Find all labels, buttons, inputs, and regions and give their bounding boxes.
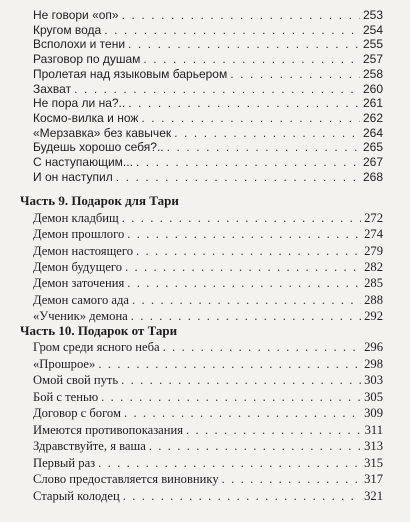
- entry-title: Демон будущего: [33, 259, 123, 274]
- entry-page: 274: [364, 227, 383, 242]
- leader-dots: [101, 389, 361, 406]
- entry-page: 315: [364, 455, 383, 470]
- entry-page: 303: [364, 373, 383, 387]
- entry-title: Демон кладбищ: [33, 211, 119, 225]
- entry-title: Разговор по душам: [33, 52, 141, 67]
- toc-entry: [33, 169, 383, 186]
- toc-entry: [33, 405, 383, 422]
- entry-title: Демон прошлого: [33, 227, 125, 242]
- entry-page: 313: [364, 439, 383, 453]
- entry-page: 268: [362, 169, 383, 184]
- entry-page: 317: [364, 472, 383, 486]
- entry-title: Слово предоставляется виновнику: [33, 472, 219, 486]
- leader-dots: [127, 226, 361, 243]
- entry-page: 261: [362, 96, 383, 111]
- leader-dots: [123, 488, 361, 505]
- leader-dots: [125, 259, 361, 276]
- leader-dots: [186, 422, 362, 439]
- entry-title: Не говори «оп»: [33, 8, 119, 22]
- leader-dots: [149, 438, 361, 455]
- entry-page: 262: [362, 110, 383, 125]
- entry-title: И он наступил: [33, 169, 113, 184]
- entry-title: Всполохи и тени: [33, 37, 126, 52]
- entry-title: Демон самого ада: [33, 292, 129, 307]
- leader-dots: [136, 243, 361, 260]
- entry-title: Бой с тенью: [33, 389, 99, 404]
- entry-title: Пролетая над языковым барьером: [33, 66, 228, 81]
- entry-title: Космо-вилка и нож: [33, 110, 139, 125]
- entry-title: Первый раз: [33, 455, 96, 470]
- entry-page: 285: [364, 276, 383, 291]
- entry-page: 296: [364, 340, 383, 354]
- entry-page: 272: [364, 211, 383, 225]
- entry-title: Договор с богом: [33, 406, 121, 420]
- leader-dots: [98, 356, 361, 373]
- entry-title: Захват: [33, 81, 72, 96]
- toc-entry: [33, 292, 383, 309]
- entry-page: 279: [364, 243, 383, 258]
- entry-page: 258: [362, 66, 383, 81]
- entry-page: 311: [364, 422, 383, 437]
- toc-entry: [33, 226, 383, 243]
- entry-title: «Прошрое»: [33, 356, 96, 371]
- toc-entry: [33, 471, 383, 488]
- entry-title: Здравствуйте, я ваша: [33, 439, 146, 453]
- toc-entry: [33, 339, 383, 356]
- entry-page: 267: [362, 155, 383, 169]
- entry-page: 282: [364, 259, 383, 274]
- toc-entry: [33, 372, 383, 389]
- entry-title: Омой свой путь: [33, 373, 119, 387]
- toc-entry: [33, 210, 383, 227]
- entry-page: 309: [364, 406, 383, 420]
- leader-dots: [163, 339, 362, 356]
- toc-entry: [33, 422, 383, 439]
- entry-page: 254: [362, 22, 383, 37]
- entry-page: 264: [362, 125, 383, 140]
- leader-dots: [127, 275, 361, 292]
- leader-dots: [116, 169, 360, 186]
- leader-dots: [124, 405, 361, 422]
- entry-title: Кругом вода: [33, 22, 102, 37]
- entry-page: 292: [364, 308, 383, 323]
- entry-title: Демон настоящего: [33, 243, 134, 258]
- toc-entry: [33, 259, 383, 276]
- entry-page: 260: [362, 81, 383, 96]
- entry-title: «Мерзавка» без кавычек: [33, 125, 172, 140]
- entry-title: Демон заточения: [33, 276, 125, 291]
- leader-dots: [121, 372, 361, 389]
- entry-page: 255: [362, 37, 383, 52]
- leader-dots: [122, 210, 361, 227]
- toc-entry: [33, 455, 383, 472]
- toc-entry: [33, 438, 383, 455]
- entry-title: Старый колодец: [33, 488, 120, 503]
- entry-title: Имеются противопоказания: [33, 422, 184, 437]
- leader-dots: [132, 292, 361, 309]
- entry-title: «Ученик» демона: [33, 308, 128, 323]
- entry-page: 265: [362, 140, 383, 155]
- toc-entry: [33, 243, 383, 260]
- part-9-heading: Часть 9. Подарок для Тари: [20, 193, 179, 208]
- entry-page: 257: [362, 52, 383, 67]
- part-10-heading: Часть 10. Подарок от Тари: [20, 323, 178, 338]
- leader-dots: [222, 471, 361, 488]
- toc-entry: [33, 488, 383, 505]
- toc-entry: [33, 275, 383, 292]
- entry-page: 288: [364, 292, 383, 307]
- entry-page: 305: [364, 389, 383, 404]
- entry-page: 298: [364, 356, 383, 371]
- entry-title: Не пора ли на?..: [33, 96, 126, 111]
- toc-entry: [33, 356, 383, 373]
- toc-entry: [33, 389, 383, 406]
- entry-title: Гром среди ясного неба: [33, 340, 160, 354]
- entry-title: С наступающим...: [33, 155, 133, 169]
- leader-dots: [98, 455, 361, 472]
- entry-title: Будешь хорошо себя?..: [33, 140, 164, 155]
- entry-page: 253: [362, 8, 383, 22]
- entry-page: 321: [364, 488, 383, 503]
